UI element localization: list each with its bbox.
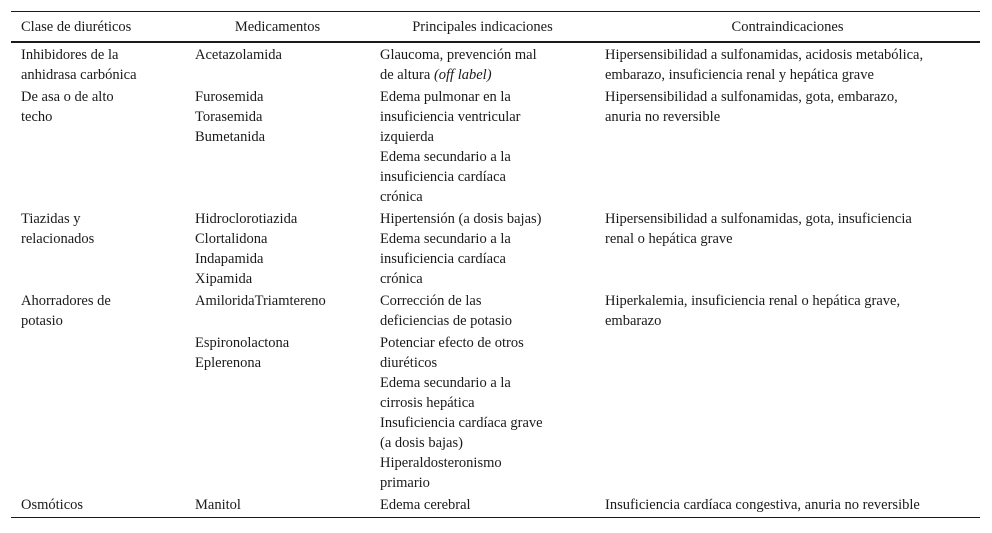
indication-line: cirrosis hepática (380, 395, 475, 411)
class-line: potasio (21, 313, 63, 329)
drug-name: Xipamida (195, 271, 253, 287)
indication-line: izquierda (380, 129, 434, 145)
contraindications-cell (595, 42, 980, 86)
contraindications-cell (595, 208, 980, 290)
indications-cell (370, 42, 595, 86)
drugs-cell (185, 290, 370, 494)
class-cell (11, 86, 185, 208)
drug-name: Acetazolamida (195, 47, 282, 63)
indication-line: Edema secundario a la (380, 375, 511, 391)
table-row (11, 86, 980, 208)
contra-line: Insuficiencia cardíaca congestiva, anuria no reversible (605, 497, 920, 513)
drug-name: Torasemida (195, 109, 263, 125)
indication-line: diuréticos (380, 355, 438, 371)
contra-line: embarazo (605, 313, 662, 329)
table-row (11, 42, 980, 86)
spacer (195, 311, 370, 333)
contraindications-cell (595, 494, 980, 518)
indications-cell (370, 86, 595, 208)
indication-text: de altura (380, 67, 431, 83)
drugs-cell (185, 494, 370, 518)
indication-line: (a dosis bajas) (380, 435, 463, 451)
table-row (11, 208, 980, 290)
off-label-note: (off label) (433, 67, 492, 83)
contra-line: renal o hepática grave (605, 231, 733, 247)
indication-line: Potenciar efecto de otros (380, 335, 524, 351)
header-indications: Principales indicaciones (370, 12, 595, 43)
contraindications-cell (595, 86, 980, 208)
class-line: Inhibidores de la (21, 47, 119, 63)
indication-line: Insuficiencia cardíaca grave (380, 415, 543, 431)
class-line: techo (21, 109, 53, 125)
class-cell (11, 290, 185, 494)
indications-cell (370, 208, 595, 290)
drug-name: Eplerenona (195, 355, 262, 371)
class-line: Ahorradores de (21, 293, 111, 309)
drug-name: Hidroclorotiazida (195, 211, 298, 227)
drug-name: AmiloridaTriamtereno (195, 293, 326, 309)
table-row (11, 290, 980, 494)
drug-name: Indapamida (195, 251, 264, 267)
indication-line: Glaucoma, prevención mal (380, 47, 537, 63)
indication-line: crónica (380, 189, 423, 205)
indications-cell (370, 290, 595, 494)
contra-line: Hiperkalemia, insuficiencia renal o hepática grave, (605, 293, 901, 309)
drugs-cell (185, 86, 370, 208)
contraindications-cell (595, 290, 980, 494)
indications-cell (370, 494, 595, 518)
table-row (11, 494, 980, 518)
drug-name: Manitol (195, 497, 241, 513)
contra-line: embarazo, insuficiencia renal y hepática grave (605, 67, 874, 83)
contra-line: Hipersensibilidad a sulfonamidas, gota, embarazo, (605, 89, 898, 105)
indication-line: Corrección de las (380, 293, 482, 309)
drug-name: Espironolactona (195, 335, 290, 351)
header-class: Clase de diuréticos (11, 12, 185, 43)
indication-line: Edema cerebral (380, 497, 471, 513)
indication-line: Edema secundario a la (380, 231, 511, 247)
class-line: anhidrasa carbónica (21, 67, 137, 83)
drug-name: Furosemida (195, 89, 264, 105)
class-line: Osmóticos (21, 497, 84, 513)
class-cell (11, 494, 185, 518)
contra-line: Hipersensibilidad a sulfonamidas, acidosis metabólica, (605, 47, 924, 63)
drug-name: Clortalidona (195, 231, 268, 247)
header-drugs: Medicamentos (185, 12, 370, 43)
class-line: relacionados (21, 231, 95, 247)
drugs-cell (185, 42, 370, 86)
indication-line: insuficiencia cardíaca (380, 169, 506, 185)
indication-line: insuficiencia cardíaca (380, 251, 506, 267)
indication-line: Hiperaldosteronismo (380, 455, 502, 471)
indication-line: primario (380, 475, 430, 491)
table-header-row (11, 12, 980, 43)
header-contraindications: Contraindicaciones (595, 12, 980, 43)
diuretics-table (11, 11, 980, 518)
indication-line: Hipertensión (a dosis bajas) (380, 211, 542, 227)
class-cell (11, 208, 185, 290)
indication-line: Edema secundario a la (380, 149, 511, 165)
drugs-cell (185, 208, 370, 290)
indication-line: Edema pulmonar en la (380, 89, 511, 105)
drug-name: Bumetanida (195, 129, 266, 145)
indication-line: insuficiencia ventricular (380, 109, 521, 125)
contra-line: anuria no reversible (605, 109, 721, 125)
indication-line: deficiencias de potasio (380, 313, 513, 329)
indication-line: crónica (380, 271, 423, 287)
class-line: Tiazidas y (21, 211, 81, 227)
class-cell (11, 42, 185, 86)
indication-line (380, 65, 595, 85)
contra-line: Hipersensibilidad a sulfonamidas, gota, insuficiencia (605, 211, 912, 227)
class-line: De asa o de alto (21, 89, 114, 105)
